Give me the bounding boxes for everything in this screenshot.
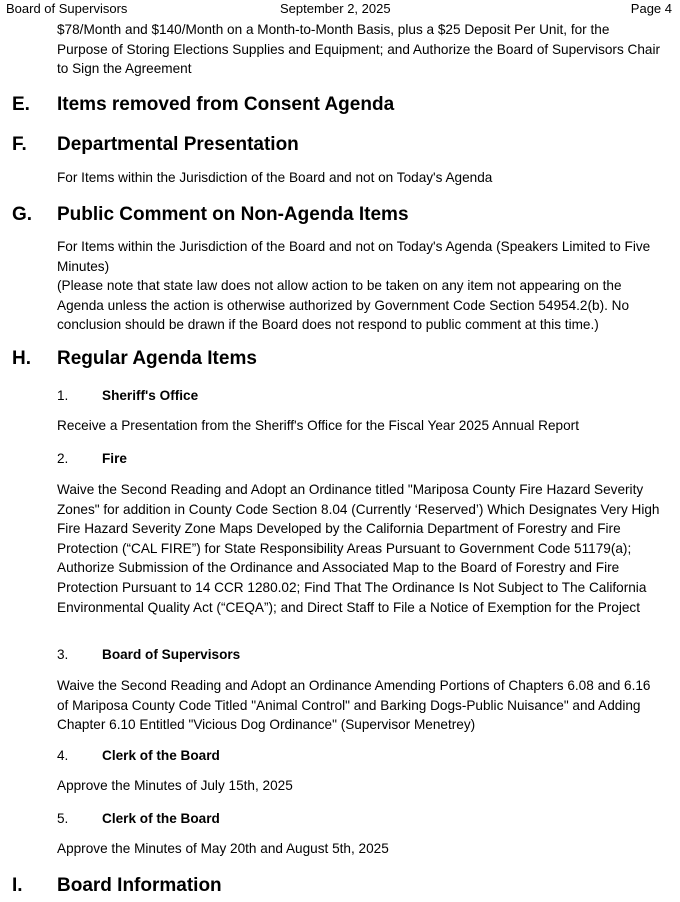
item-3-text: Waive the Second Reading and Adopt an Ordinance Amending Portions of Chapters 6.08 and 6.16 of Mariposa County Code Titled "Animal Control" and Barking Dogs-Public Nuisance" and Adding Chapter 6.10 Entitled "Vicious Dog Ordinance" (Supervisor Menetrey) <box>57 678 651 733</box>
item-5-text: Approve the Minutes of May 20th and August 5th, 2025 <box>57 841 389 856</box>
item-4-title: Clerk of the Board <box>102 748 220 763</box>
item-4-text: Approve the Minutes of July 15th, 2025 <box>57 778 293 793</box>
item-1-title: Sheriff's Office <box>102 388 199 403</box>
section-h-letter: H. <box>12 348 31 369</box>
section-h-title: Regular Agenda Items <box>57 348 257 369</box>
section-f-text: For Items within the Jurisdiction of the Board and not on Today's Agenda <box>57 170 493 185</box>
item-2-number: 2. <box>57 451 69 466</box>
section-g-title: Public Comment on Non-Agenda Items <box>57 204 409 225</box>
section-e-letter: E. <box>12 94 30 115</box>
item-3-number: 3. <box>57 647 69 662</box>
section-f-letter: F. <box>12 134 27 155</box>
item-3-title: Board of Supervisors <box>102 647 241 662</box>
item-1-number: 1. <box>57 388 69 403</box>
header-left: Board of Supervisors <box>6 1 128 16</box>
header-date: September 2, 2025 <box>280 1 391 16</box>
section-i-letter: I. <box>12 875 23 896</box>
section-f-title: Departmental Presentation <box>57 134 299 155</box>
section-e-title: Items removed from Consent Agenda <box>57 94 395 115</box>
item-5-number: 5. <box>57 811 69 826</box>
item-2-text: Waive the Second Reading and Adopt an Ordinance titled "Mariposa County Fire Hazard Severity Zones" for addition in County Code Section 8.04 (Currently ‘Reserved’) Which Designates Very High Fire Hazard Severity Zone Maps Developed by the California Department of Forestry and Fire Protection (“CAL FIRE”) for State Responsibility Areas Pursuant to Government Code 51179(a); Authorize Submission of the Ordinance and Associated Map to the Board of Forestry and Fire Protection Pursuant to 14 CCR 1280.02; Find That The Ordinance Is Not Subject to The California Environmental Quality Act (“CEQA”); and Direct Staff to File a Notice of Exemption for the Project <box>57 482 660 615</box>
continuation-text: $78/Month and $140/Month on a Month-to-Month Basis, plus a $25 Deposit Per Unit, for the Purpose of Storing Elections Supplies and Equipment; and Authorize the Board of Supervisors Chair to Sign the Agreement <box>57 22 661 77</box>
section-g-text: For Items within the Jurisdiction of the Board and not on Today's Agenda (Speakers Limited to Five Minutes) <box>57 239 651 274</box>
section-i-title: Board Information <box>57 875 222 896</box>
item-4-number: 4. <box>57 748 69 763</box>
item-2-title: Fire <box>102 451 127 466</box>
section-g-letter: G. <box>12 204 33 225</box>
section-g-note: (Please note that state law does not allow action to be taken on any item not appearing on the Agenda unless the action is otherwise authorized by Government Code Section 54954.2(b). No conclusion should be drawn if the Board does not respond to public comment at this time.) <box>57 278 630 333</box>
page-number: Page 4 <box>630 1 672 16</box>
item-1-text: Receive a Presentation from the Sheriff's Office for the Fiscal Year 2025 Annual Report <box>57 418 579 433</box>
item-5-title: Clerk of the Board <box>102 811 220 826</box>
